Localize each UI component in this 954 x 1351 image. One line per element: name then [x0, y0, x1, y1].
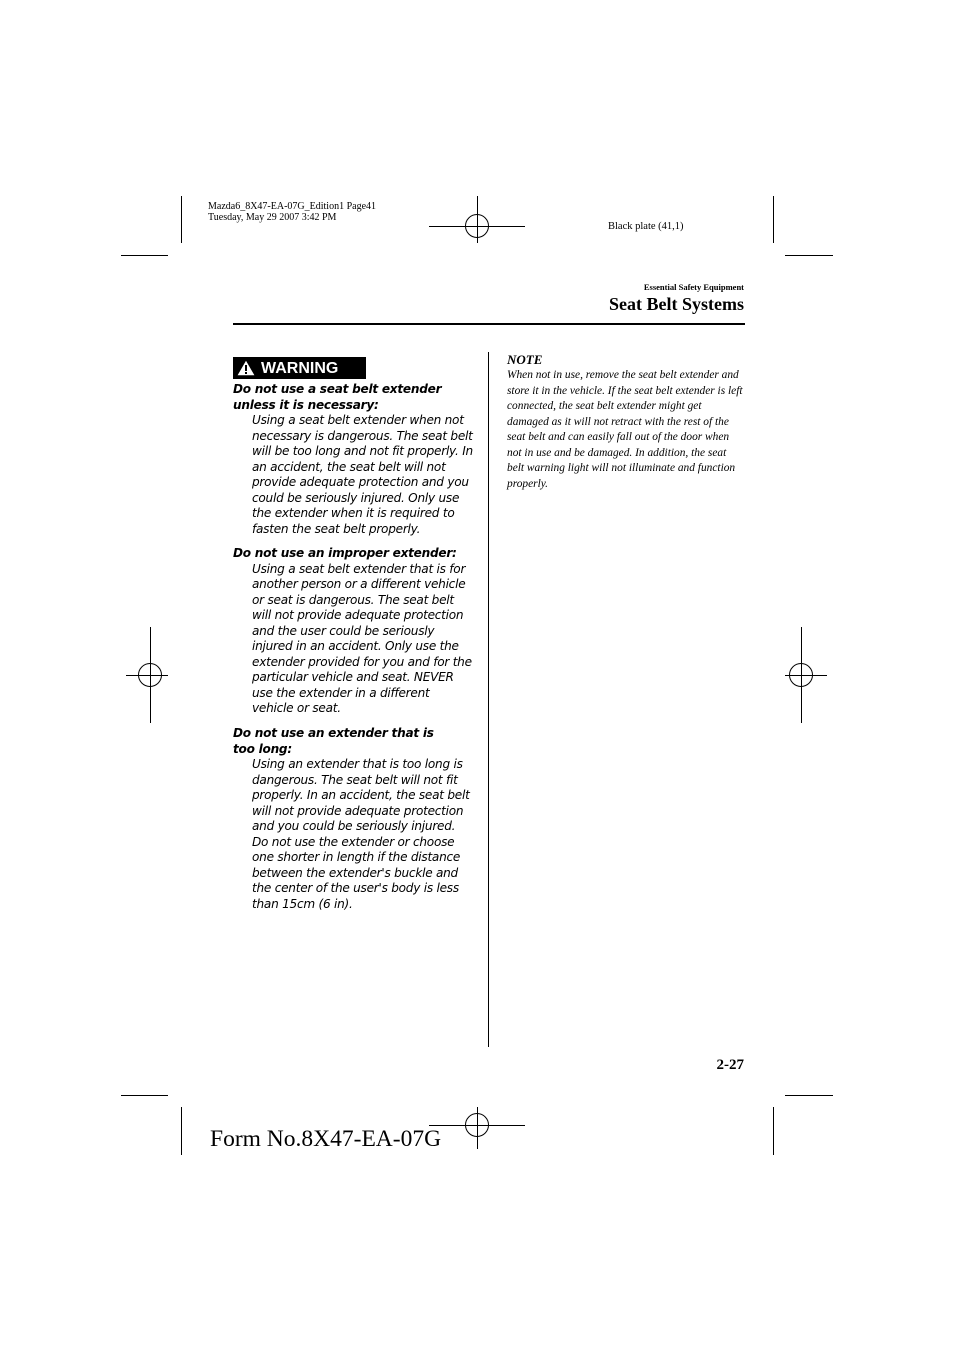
- crop-mark: [121, 1095, 168, 1096]
- crop-mark: [785, 1095, 833, 1096]
- warning-item-body: Using a seat belt extender that is for another person or a different vehicle or seat is dangerous. The seat belt will not provide adequate protection and the user could be seriously injured in an accident. Only use the extender provided for you and for the particular vehicle and seat. NEVER use the extender in a different vehicle or seat.: [252, 561, 472, 715]
- warning-text: WARNING: [261, 359, 339, 377]
- form-number: Form No.8X47-EA-07G: [210, 1126, 442, 1152]
- warning-item: [233, 546, 473, 717]
- warning-item: [233, 382, 473, 537]
- note: [507, 352, 745, 492]
- crop-mark: [181, 1107, 182, 1155]
- warning-item-heading: Do not use an improper extender:: [233, 546, 457, 560]
- note-body: When not in use, remove the seat belt extender and store it in the vehicle. If the seat belt extender is left connected, the seat belt extender might get damaged as it will not retract with the rest of the seat belt and can easily fall out of the door when not in use and be damaged. In addition, the seat belt warning light will not illuminate and function properly.: [507, 369, 743, 490]
- warning-label: [233, 357, 366, 379]
- plate-label: Black plate (41,1): [608, 221, 684, 232]
- crop-mark: [773, 1107, 774, 1155]
- note-title: NOTE: [507, 352, 543, 367]
- warning-item: [233, 726, 470, 912]
- section-name: Essential Safety Equipment: [643, 282, 744, 292]
- print-slug: [208, 201, 376, 223]
- crop-mark: [773, 196, 774, 243]
- warning-item-body: Using a seat belt extender when not necessary is dangerous. The seat belt will be too long and not fit properly. In an accident, the seat belt will not provide adequate protection and you could be seriously injured. Only use the extender when it is required to fasten the seat belt properly.: [252, 413, 473, 536]
- print-slug-filename: Mazda6_8X47-EA-07G_Edition1 Page41: [208, 201, 377, 212]
- page-title: Seat Belt Systems: [609, 294, 744, 314]
- warning-item-heading: Do not use a seat belt extender unless it is necessary:: [233, 382, 442, 412]
- column-divider: [488, 352, 489, 1047]
- warning-triangle-icon: [237, 360, 255, 376]
- page-number: 2-27: [716, 1057, 744, 1073]
- print-slug-timestamp: Tuesday, May 29 2007 3:42 PM: [208, 212, 337, 223]
- crop-mark: [181, 196, 182, 243]
- crop-mark: [785, 255, 833, 256]
- crop-mark: [121, 255, 168, 256]
- warning-item-body: Using an extender that is too long is dangerous. The seat belt will not fit properly. In an accident, the seat belt will not provide adequate protection and you could be seriously injured. Do not use the extender or choose one shorter in length if the distance between the extender's buckle and the center of the user's body is less than 15cm (6 in).: [252, 757, 470, 911]
- header-rule: [233, 323, 745, 325]
- warning-item-heading: Do not use an extender that is too long:: [233, 726, 434, 756]
